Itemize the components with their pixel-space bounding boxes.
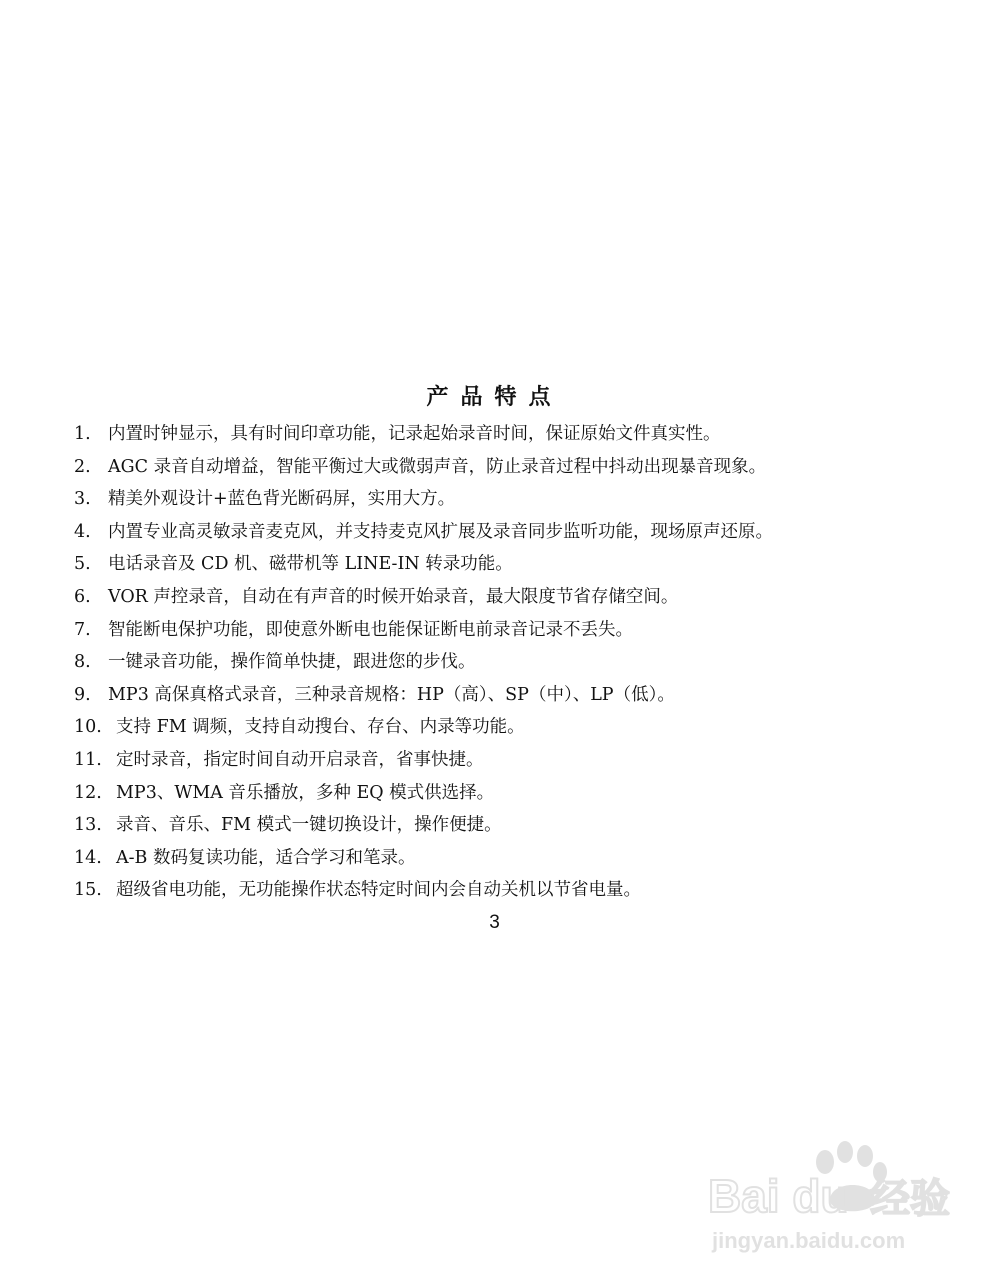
item-text: 一键录音功能，操作简单快捷，跟进您的步伐。 [108, 652, 476, 673]
list-item [74, 842, 954, 875]
watermark-brand-cn: 经验 [870, 1176, 950, 1222]
item-text: MP3 高保真格式录音，三种录音规格：HP（高）、SP（中）、LP（低）。 [108, 684, 675, 705]
item-number: 12. [74, 782, 102, 803]
item-text: 内置时钟显示，具有时间印章功能，记录起始录音时间，保证原始文件真实性。 [108, 424, 721, 444]
item-number: 6. [74, 586, 91, 607]
item-text: 内置专业高灵敏录音麦克风，并支持麦克风扩展及录音同步监听功能，现场原声还原。 [108, 521, 773, 542]
item-text: 超级省电功能，无功能操作状态特定时间内会自动关机以节省电量。 [116, 880, 641, 901]
item-text: 智能断电保护功能，即使意外断电也能保证断电前录音记录不丢失。 [108, 619, 633, 640]
item-number: 10. [74, 717, 102, 738]
page-number: 3 [489, 912, 500, 933]
list-item [74, 451, 954, 484]
list-item [74, 548, 954, 581]
item-number: 5. [74, 554, 91, 575]
item-text: MP3、WMA 音乐播放，多种 EQ 模式供选择。 [116, 782, 495, 803]
item-text: 定时录音，指定时间自动开启录音，省事快捷。 [116, 749, 484, 770]
item-text: 录音、音乐、FM 模式一键切换设计，操作便捷。 [116, 815, 502, 836]
list-item [74, 679, 954, 712]
watermark-logo [690, 1120, 970, 1260]
item-number: 11. [74, 749, 102, 770]
list-item [74, 744, 954, 777]
item-number: 8. [74, 652, 91, 673]
item-number: 2. [74, 456, 91, 477]
list-item [74, 483, 954, 516]
item-text: 精美外观设计+蓝色背光断码屏，实用大方。 [108, 489, 456, 510]
list-item [74, 809, 954, 842]
page-title: 产品特点 [426, 385, 563, 410]
item-number: 13. [74, 815, 102, 836]
list-item [74, 516, 954, 549]
list-item [74, 581, 954, 614]
item-text: VOR 声控录音，自动在有声音的时候开始录音，最大限度节省存储空间。 [108, 586, 679, 607]
list-item [74, 646, 954, 679]
list-item [74, 614, 954, 647]
feature-list [74, 418, 954, 907]
item-number: 9. [74, 684, 91, 705]
item-text: 电话录音及 CD 机、磁带机等 LINE-IN 转录功能。 [108, 554, 513, 575]
list-item [74, 711, 954, 744]
list-item [74, 777, 954, 810]
item-text: AGC 录音自动增益，智能平衡过大或微弱声音，防止录音过程中抖动出现暴音现象。 [108, 456, 767, 477]
watermark-url: jingyan.baidu.com [712, 1228, 906, 1253]
item-number: 7. [74, 619, 91, 640]
list-item [74, 418, 954, 451]
item-text: 支持 FM 调频，支持自动搜台、存台、内录等功能。 [116, 717, 525, 738]
item-number: 15. [74, 880, 102, 901]
baidu-jingyan-watermark [690, 1120, 970, 1260]
item-text: A-B 数码复读功能，适合学习和笔录。 [116, 847, 416, 868]
item-number: 4. [74, 521, 91, 542]
item-number: 1. [74, 424, 91, 444]
list-item [74, 874, 954, 907]
watermark-brand: Bai du [708, 1170, 849, 1222]
item-number: 14. [74, 847, 102, 868]
item-number: 3. [74, 489, 91, 510]
